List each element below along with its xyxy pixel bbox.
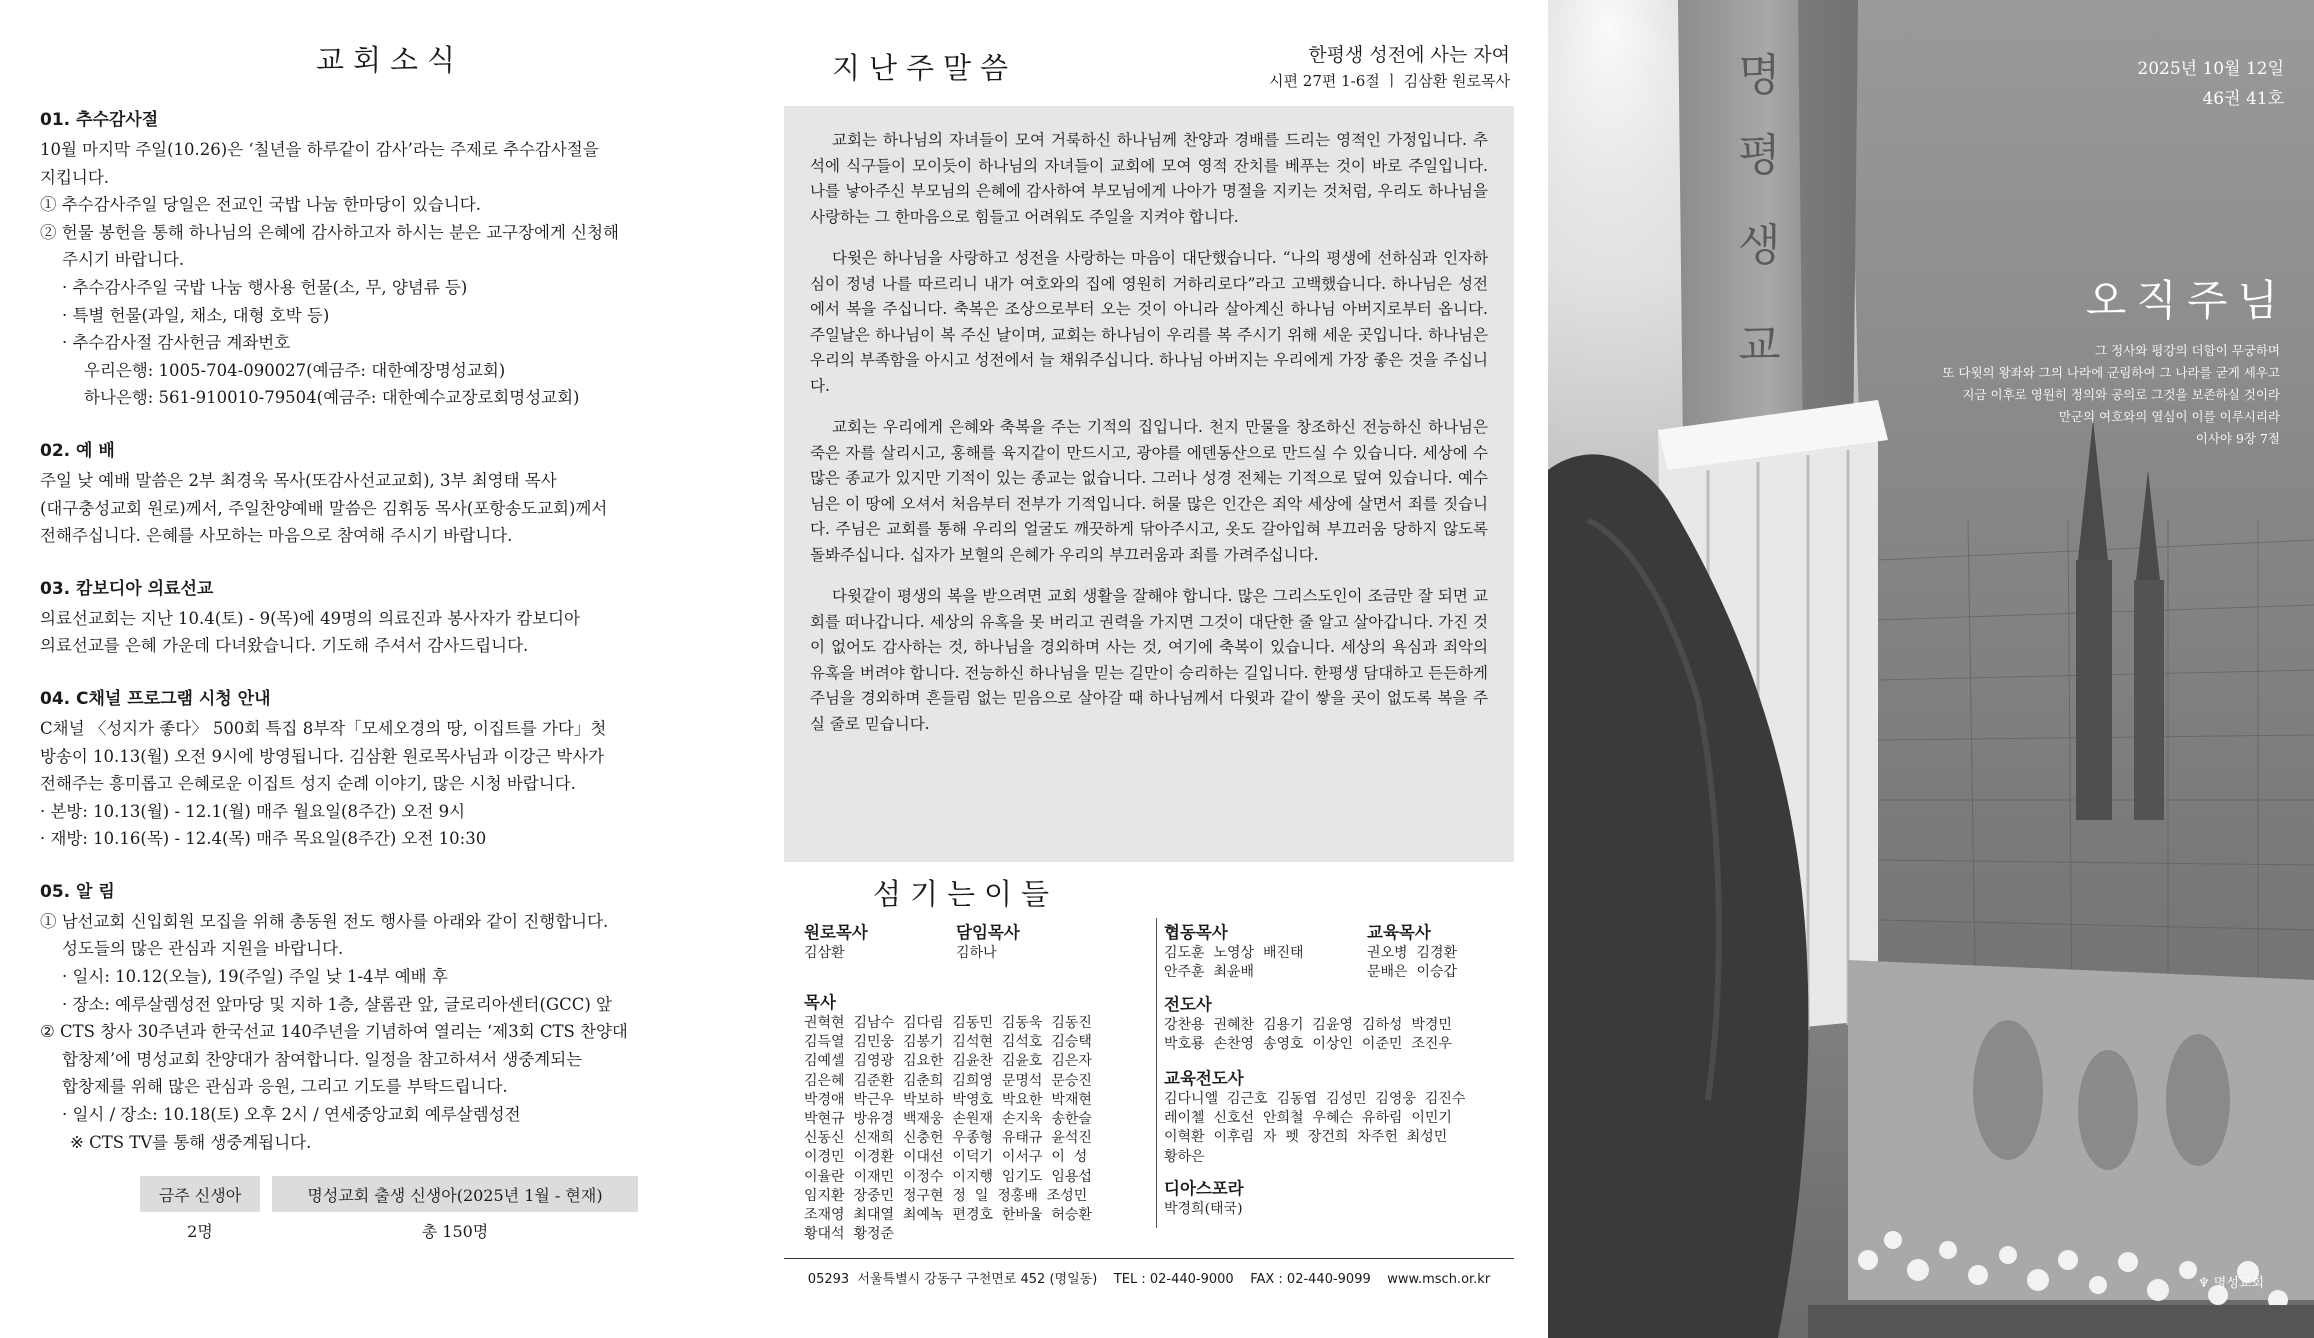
news-section-heading: 02. 예 배 xyxy=(40,440,115,461)
group-names: 황대석 황정준 xyxy=(804,1226,895,1243)
group-heading: 전도사 xyxy=(1164,995,1212,1014)
news-line: 주일 낮 예배 말씀은 2부 최경욱 목사(또감사선교교회), 3부 최영태 목사 xyxy=(40,470,557,490)
church-address-footer: 05293 서울특별시 강동구 구천면로 452 (명일동) TEL : 02-440-9000 FAX : 02-440-9099 www.msch.or.kr xyxy=(807,1272,1491,1287)
issue-info xyxy=(2137,54,2284,114)
church-news xyxy=(40,38,740,1180)
group-names-list xyxy=(804,1014,1092,1244)
servant-group-senior xyxy=(956,922,1020,963)
group-names: 권오병 김경환 xyxy=(1367,945,1458,961)
group-names: 김예셀 김영광 김요한 김윤찬 김윤호 김은자 xyxy=(804,1053,1092,1070)
group-names: 김삼환 xyxy=(804,945,845,961)
news-section-heading: 03. 캄보디아 의료선교 xyxy=(40,578,214,599)
servant-group-pastors xyxy=(804,992,1092,1244)
servants-divider xyxy=(1156,918,1157,1228)
news-section xyxy=(40,574,740,660)
news-line: 10월 마지막 주일(10.26)은 ‘칠년을 하루같이 감사’라는 주제로 추수감사절을 xyxy=(40,140,599,159)
group-names: 이율란 이재민 이정수 이지행 임기도 임용섭 xyxy=(804,1168,1092,1185)
group-names: 김하나 xyxy=(956,945,997,961)
group-names: 이경민 이경환 이대선 이덕기 이서구 이 성 xyxy=(804,1149,1088,1166)
last-week-sermon-title: 지난주말씀 xyxy=(832,51,1018,85)
servant-group-education-pastors xyxy=(1367,922,1457,982)
church-news-title: 교회소식 xyxy=(315,43,465,77)
newborn-total-header: 명성교회 출생 신생아(2025년 1월 - 현재) xyxy=(272,1176,638,1212)
group-names: 임지환 장중민 정구현 정 일 정홍배 조성민 xyxy=(804,1187,1088,1204)
sermon-scripture: 시편 27편 1-6절 ㅣ 김삼환 원로목사 xyxy=(1269,72,1510,90)
news-line: · 특별 헌물(과일, 채소, 대형 호박 등) xyxy=(62,305,330,325)
svg-text:명: 명 xyxy=(1738,50,1781,101)
news-line: ※ CTS TV를 통해 생중계됩니다. xyxy=(70,1132,312,1152)
servants-title: 섬기는이들 xyxy=(873,877,1059,911)
issue-number: 46권 41호 xyxy=(2202,89,2284,109)
sermon-paragraph: 교회는 우리에게 은혜와 축복을 주는 기적의 집입니다. 천지 만물을 창조하신 전능하신 하나님은 죽은 자를 살리시고, 홍해를 육지같이 만드시고, 광야를 에덴동산으로 만드실 수 있습니다. 세상에 수많은 종교가 있지만 기적이 있는 종교는 없습니다. 그러나 성경 전체는 기적으로 덮여 있습니다. 예수님은 이 땅에 오셔서 처음부터 전부가 기적입니다. 허물 많은 인간은 죄악 세상에 살면서 죄를 짓습니다. 주님은 교회를 통해 우리의 얼굴도 깨끗하게 닦아주시고, 옷도 갈아입혀 부끄러움 당하지 않도록 돌봐주십니다. 십자가 보혈의 은혜가 우리의 부끄러움과 죄를 가려주십니다. xyxy=(810,418,1488,564)
group-heading: 원로목사 xyxy=(804,923,868,942)
group-names: 김도훈 노영상 배진태 xyxy=(1164,945,1304,961)
news-section-heading: 01. 추수감사절 xyxy=(40,110,159,130)
news-line: 우리은행: 1005-704-090027(예금주: 대한예장명성교회) xyxy=(84,360,506,380)
news-line: · 일시 / 장소: 10.18(토) 오후 2시 / 연세중앙교회 예루살렘성전 xyxy=(62,1105,521,1125)
news-line: · 추수감사주일 국밥 나눔 행사용 헌물(소, 무, 양념류 등) xyxy=(62,277,468,297)
svg-text:교: 교 xyxy=(1738,320,1781,371)
newborn-this-week-header: 금주 신생아 xyxy=(140,1176,260,1212)
group-heading: 담임목사 xyxy=(956,923,1020,942)
news-line: ① 남선교회 신입회원 모집을 위해 총동원 전도 행사를 아래와 같이 진행합니다. xyxy=(40,911,609,931)
cover-bible-verse: 그 정사와 평강의 더함이 무궁하며 또 다윗의 왕좌와 그의 나라에 군림하여 그 나라를 굳게 세우고 지금 이후로 영원히 정의와 공의로 그것을 보존하실 것이라 만군의 여호와의 열심이 이를 이루시리라 이사야 9장 7절 xyxy=(1942,343,2280,446)
group-names: 이혁환 이후림 자 펫 장건희 차주헌 최성민 xyxy=(1164,1129,1448,1146)
servant-group-diaspora xyxy=(1164,1178,1244,1219)
news-line: 주시기 바랍니다. xyxy=(62,250,185,270)
sermon-paragraph: 교회는 하나님의 자녀들이 모여 거룩하신 하나님께 찬양과 경배를 드리는 영적인 가정입니다. 추석에 식구들이 모이듯이 하나님의 자녀들이 교회에 모여 영적 잔치를 베푸는 것이 바로 주일입니다. 나를 낳아주신 부모님의 은혜에 감사하여 부모님에게 나아가 명절을 지키는 것처럼, 우리도 하나님을 사랑하는 그 한마음으로 힘들고 어려워도 주일을 지켜야 합니다. xyxy=(810,131,1488,226)
news-line: 하나은행: 561-910010-79504(예금주: 대한예수교장로회명성교회) xyxy=(84,388,580,408)
group-names: 강찬용 권혜찬 김용기 김윤영 김하성 박경민 xyxy=(1164,1017,1452,1033)
group-names: 박경희(태국) xyxy=(1164,1201,1243,1217)
church-building-photo xyxy=(1548,0,2314,1338)
group-names: 김은혜 김준환 김춘희 김희영 문명석 문승진 xyxy=(804,1072,1092,1089)
servant-group-associate xyxy=(1164,922,1304,982)
news-section xyxy=(40,877,740,1156)
group-names: 권혁현 김남수 김다림 김동민 김동욱 김동진 xyxy=(804,1015,1092,1031)
news-line: ① 추수감사주일 당일은 전교인 국밥 나눔 한마당이 있습니다. xyxy=(40,195,481,215)
news-line: · 추수감사절 감사헌금 계좌번호 xyxy=(62,333,291,353)
group-heading: 협동목사 xyxy=(1164,923,1228,942)
news-section xyxy=(40,436,740,550)
group-names: 황하은 xyxy=(1164,1148,1205,1165)
group-names: 문배은 이승갑 xyxy=(1367,964,1458,981)
sermon-paragraph: 다윗은 하나님을 사랑하고 성전을 사랑하는 마음이 대단했습니다. “나의 평생에 선하심과 인자하심이 정녕 나를 따르리니 내가 여호와의 집에 영원히 거하리로다”라고 고백했습니다. 하나님은 성전에서 복을 주십니다. 축복은 조상으로부터 오는 것이 아니라 살아계신 하나님 아버지로부터 옵니다. 주일날은 하나님이 복 주신 날이며, 교회는 하나님이 우리를 복 주시기 위해 세운 곳입니다. 하나님은 우리의 부족함을 아시고 성전에서 늘 채워주십니다. 하나님 아버지는 우리에게 가장 좋은 것을 주십니다. xyxy=(810,249,1488,395)
group-heading: 디아스포라 xyxy=(1164,1179,1244,1198)
news-section xyxy=(40,105,740,412)
newborn-this-week-value: 2명 xyxy=(187,1221,213,1241)
footer-divider xyxy=(784,1258,1514,1259)
sermon-title: 한평생 성전에 사는 자여 xyxy=(1308,44,1510,66)
news-line: 합창제를 위해 많은 관심과 응원, 그리고 기도를 부탁드립니다. xyxy=(62,1077,508,1097)
group-names: 레이첼 신호선 안희철 우혜슨 유하림 이민기 xyxy=(1164,1110,1452,1127)
news-line: 성도들의 많은 관심과 지원을 바랍니다. xyxy=(62,939,344,959)
news-line: 전해주십니다. 은혜를 사모하는 마음으로 참여해 주시기 바랍니다. xyxy=(40,526,513,546)
group-names: 박현규 방유경 백재웅 손원재 손지욱 송한슬 xyxy=(804,1111,1092,1128)
news-line: 전해주는 흥미롭고 은혜로운 이집트 성지 순례 이야기, 많은 시청 바랍니다. xyxy=(40,774,576,794)
servant-group-evangelists xyxy=(1164,994,1452,1054)
church-logo-text: 명성교회 xyxy=(2213,1276,2264,1291)
news-section xyxy=(40,684,740,853)
cover-title: 오직주님 xyxy=(2085,276,2288,325)
group-names: 신동신 신재희 신충헌 우종형 유태규 윤석진 xyxy=(804,1130,1092,1147)
group-heading: 목사 xyxy=(804,993,836,1012)
news-section-heading: 05. 알 림 xyxy=(40,881,115,902)
church-logo xyxy=(2198,1272,2264,1291)
news-line: (대구충성교회 원로)께서, 주일찬양예배 말씀은 김휘동 목사(포항송도교회)께서 xyxy=(40,498,608,518)
issue-date: 2025년 10월 12일 xyxy=(2137,59,2284,79)
servant-group-education-evangelists xyxy=(1164,1068,1465,1167)
news-line: 합창제’에 명성교회 찬양대가 참여합니다. 일정을 참고하셔서 생중계되는 xyxy=(62,1049,583,1069)
news-section-heading: 04. C채널 프로그램 시청 안내 xyxy=(40,688,271,709)
group-names: 김득열 김민웅 김봉기 김석현 김석호 김승택 xyxy=(804,1034,1092,1051)
group-heading: 교육전도사 xyxy=(1164,1069,1244,1088)
sermon-summary-box xyxy=(784,106,1514,862)
group-names: 안주훈 최윤배 xyxy=(1164,964,1255,981)
news-line: 의료선교회는 지난 10.4(토) - 9(목)에 49명의 의료진과 봉사자가 캄보디아 xyxy=(40,608,580,628)
group-names: 김다니엘 김근호 김동엽 김성민 김영웅 김진수 xyxy=(1164,1091,1466,1107)
sermon-paragraph: 다윗같이 평생의 복을 받으려면 교회 생활을 잘해야 합니다. 많은 그리스도인이 조금만 잘 되면 교회를 떠나갑니다. 세상의 유혹을 못 버리고 권력을 가지면 그것이 대단한 줄 알고 살아갑니다. 가진 것이 없어도 감사하는 것, 하나님을 경외하며 사는 것, 여기에 축복이 있습니다. 세상의 욕심과 죄악의 유혹을 버려야 합니다. 전능하신 하나님을 믿는 길만이 승리하는 길입니다. 한평생 담대하고 든든하게 주님을 경외하며 흔들림 없는 믿음으로 살아갈 때 하나님께서 다윗과 같이 쌓을 곳이 없도록 복을 주실 줄로 믿습니다. xyxy=(810,587,1488,733)
group-names: 박호룡 손찬영 송영호 이상인 이준민 조진우 xyxy=(1164,1036,1452,1053)
news-line: ② 헌물 봉헌을 통해 하나님의 은혜에 감사하고자 하시는 분은 교구장에게 신청해 xyxy=(40,222,619,242)
news-line: ② CTS 창사 30주년과 한국선교 140주년을 기념하여 열리는 ‘제3회 CTS 찬양대 xyxy=(40,1022,628,1042)
news-line: · 장소: 예루살렘성전 앞마당 및 지하 1층, 샬롬관 앞, 글로리아센터(GCC) 앞 xyxy=(62,994,612,1014)
news-line: · 본방: 10.13(월) - 12.1(월) 매주 월요일(8주간) 오전 9시 xyxy=(40,801,466,821)
cover-photo xyxy=(1548,0,2314,1338)
news-line: · 일시: 10.12(오늘), 19(주일) 주일 낮 1-4부 예배 후 xyxy=(62,967,448,987)
news-line: 지킵니다. xyxy=(40,167,110,187)
news-sections xyxy=(40,105,740,1156)
group-names: 박경애 박근우 박보하 박영호 박요한 박재현 xyxy=(804,1091,1092,1108)
news-line: 의료선교를 은혜 가운데 다녀왔습니다. 기도해 주셔서 감사드립니다. xyxy=(40,636,529,656)
group-names: 조재영 최대열 최예녹 편경호 한바울 허승환 xyxy=(804,1207,1092,1224)
group-heading: 교육목사 xyxy=(1367,923,1431,942)
svg-text:생: 생 xyxy=(1738,220,1781,271)
servant-group-emeritus xyxy=(804,922,868,963)
newborn-table xyxy=(140,1176,638,1248)
news-line: 방송이 10.13(월) 오전 9시에 방영됩니다. 김삼환 원로목사님과 이강근 박사가 xyxy=(40,746,605,766)
newborn-total-value: 총 150명 xyxy=(421,1221,489,1241)
svg-text:평: 평 xyxy=(1738,130,1781,181)
news-line: · 재방: 10.16(목) - 12.4(목) 매주 목요일(8주간) 오전 10:30 xyxy=(40,829,487,849)
news-line: C채널 〈성지가 좋다〉 500회 특집 8부작「모세오경의 땅, 이집트를 가다」첫 xyxy=(40,718,607,738)
church-logo-icon: ♆ xyxy=(2197,1276,2210,1291)
